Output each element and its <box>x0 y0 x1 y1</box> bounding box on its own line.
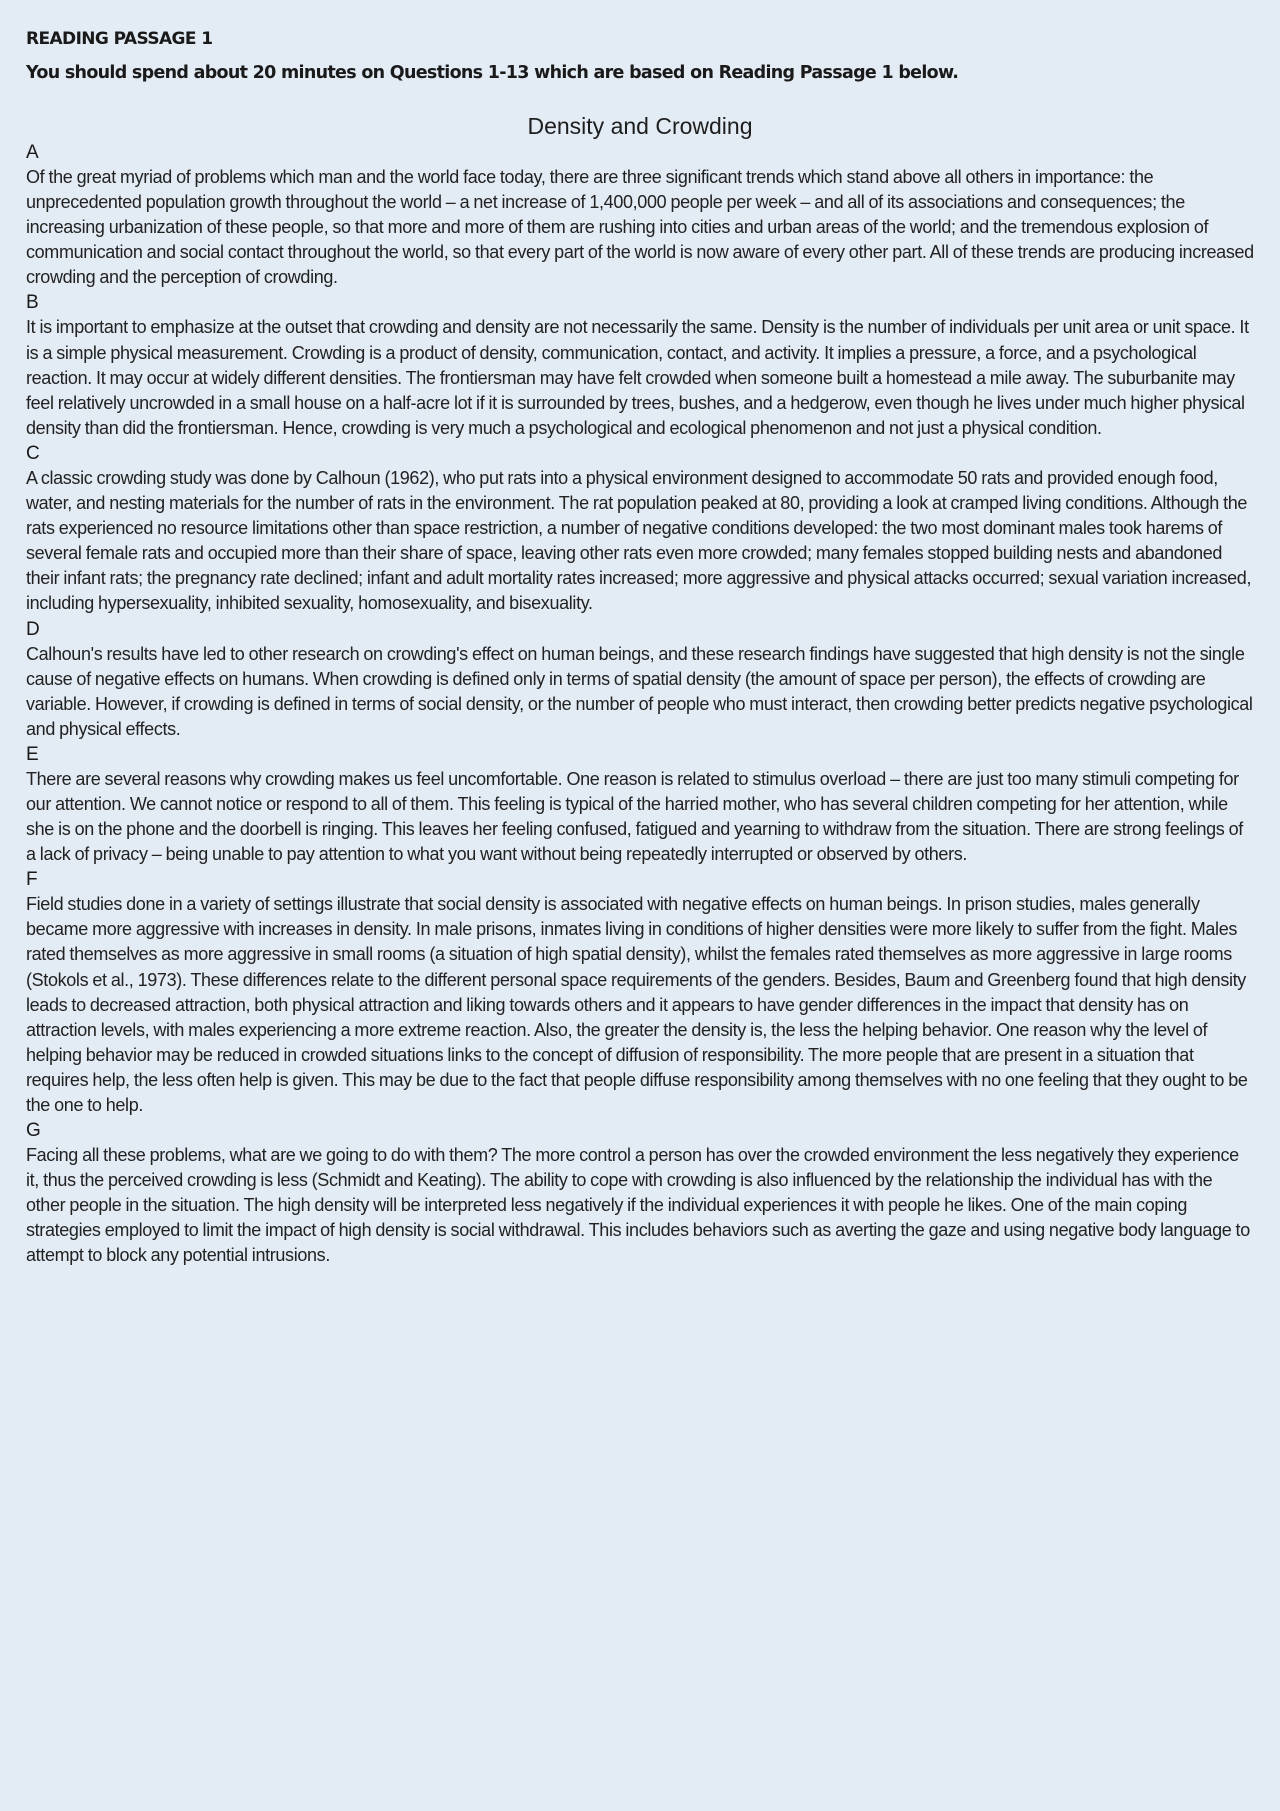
section-f <box>26 867 1254 1118</box>
section-a <box>26 140 1254 290</box>
section-e <box>26 742 1254 867</box>
section-paragraph: Facing all these problems, what are we going to do with them? The more control a person has over the crowded environment the less negatively they experience it, thus the perceived crowding is less (Schmidt and Keating). The ability to cope with crowding is also influenced by the relationship the individual has with the other people in the situation. The high density will be interpreted less negatively if the individual experiences it with people he likes. One of the main coping strategies employed to limit the impact of high density is social withdrawal. This includes behaviors such as averting the gaze and using negative body language to attempt to block any potential intrusions. <box>26 1145 1250 1266</box>
passage-heading: READING PASSAGE 1 <box>26 29 213 49</box>
section-g <box>26 1118 1254 1268</box>
section-paragraph: Calhoun's results have led to other research on crowding's effect on human beings, and these research findings have suggested that high density is not the single cause of negative effects on humans. When crowding is defined only in terms of spatial density (the amount of space per person), the effects of crowding are variable. However, if crowding is defined in terms of social density, or the number of people who must interact, then crowding better predicts negative psychological and physical effects. <box>26 643 1253 739</box>
section-label: D <box>26 618 40 640</box>
section-label: E <box>26 743 39 765</box>
section-b <box>26 290 1254 440</box>
section-paragraph: It is important to emphasize at the outset that crowding and density are not necessarily the same. Density is the number of individuals per unit area or unit space. It is a simple physical measurement. Crowding is a product of density, communication, contact, and activity. It implies a pressure, a force, and a psychological reaction. It may occur at widely different densities. The frontiersman may have felt crowded when someone built a homestead a mile away. The suburbanite may feel relatively uncrowded in a small house on a half-acre lot if it is surrounded by trees, bushes, and a hedgerow, even though he lives under much higher physical density than did the frontiersman. Hence, crowding is very much a psychological and ecological phenomenon and not just a physical condition. <box>26 317 1249 438</box>
section-c <box>26 441 1254 617</box>
section-paragraph: There are several reasons why crowding makes us feel uncomfortable. One reason is related to stimulus overload – there are just too many stimuli competing for our attention. We cannot notice or respond to all of them. This feeling is typical of the harried mother, who has several children competing for her attention, while she is on the phone and the doorbell is ringing. This leaves her feeling confused, fatigued and yearning to withdraw from the situation. There are strong feelings of a lack of privacy – being unable to pay attention to what you want without being repeatedly interrupted or observed by others. <box>26 768 1243 865</box>
section-paragraph: Field studies done in a variety of settings illustrate that social density is associated with negative effects on human beings. In prison studies, males generally became more aggressive with increases in density. In male prisons, inmates living in conditions of higher densities were more likely to suffer from the fight. Males rated themselves as more aggressive in small rooms (a situation of high spatial density), whilst the females rated themselves as more aggressive in large rooms (Stokols et al., 1973). These differences relate to the different personal space requirements of the genders. Besides, Baum and Greenberg found that high density leads to decreased attraction, both physical attraction and liking towards others and it appears to have gender differences in the impact that density has on attraction levels, with males experiencing a more extreme reaction. Also, the greater the density is, the less the helping behavior. One reason why the level of helping behavior may be reduced in crowded situations links to the concept of diffusion of responsibility. The more people that are present in a situation that requires help, the less often help is given. This may be due to the fact that people diffuse responsibility among themselves with no one feeling that they ought to be the one to help. <box>26 894 1248 1115</box>
section-d <box>26 617 1254 742</box>
section-label: C <box>26 442 40 464</box>
section-label: B <box>26 292 39 314</box>
section-label: G <box>26 1120 41 1142</box>
section-label: A <box>26 142 39 163</box>
section-paragraph: A classic crowding study was done by Calhoun (1962), who put rats into a physical environment designed to accommodate 50 rats and provided enough food, water, and nesting materials for the number of rats in the environment. The rat population peaked at 80, providing a look at cramped living conditions. Although the rats experienced no resource limitations other than space restriction, a number of negative conditions developed: the two most dominant males took harems of several female rats and occupied more than their share of space, leaving other rats even more crowded; many females stopped building nests and abandoned their infant rats; the pregnancy rate declined; infant and adult mortality rates increased; more aggressive and physical attacks occurred; sexual variation increased, including hypersexuality, inhibited sexuality, homosexuality, and bisexuality. <box>26 467 1252 614</box>
section-label: F <box>26 869 38 891</box>
passage-instruction: You should spend about 20 minutes on Questions 1-13 which are based on Reading Passage 1 below. <box>26 63 959 83</box>
passage-title: Density and Crowding <box>527 113 753 139</box>
section-paragraph: Of the great myriad of problems which man and the world face today, there are three significant trends which stand above all others in importance: the unprecedented population growth throughout the world – a net increase of 1,400,000 people per week – and all of its associations and consequences; the increasing urbanization of these people, so that more and more of them are rushing into cities and urban areas of the world; and the tremendous explosion of communication and social contact throughout the world, so that every part of the world is now aware of every other part. All of these trends are producing increased crowding and the perception of crowding. <box>26 167 1254 288</box>
